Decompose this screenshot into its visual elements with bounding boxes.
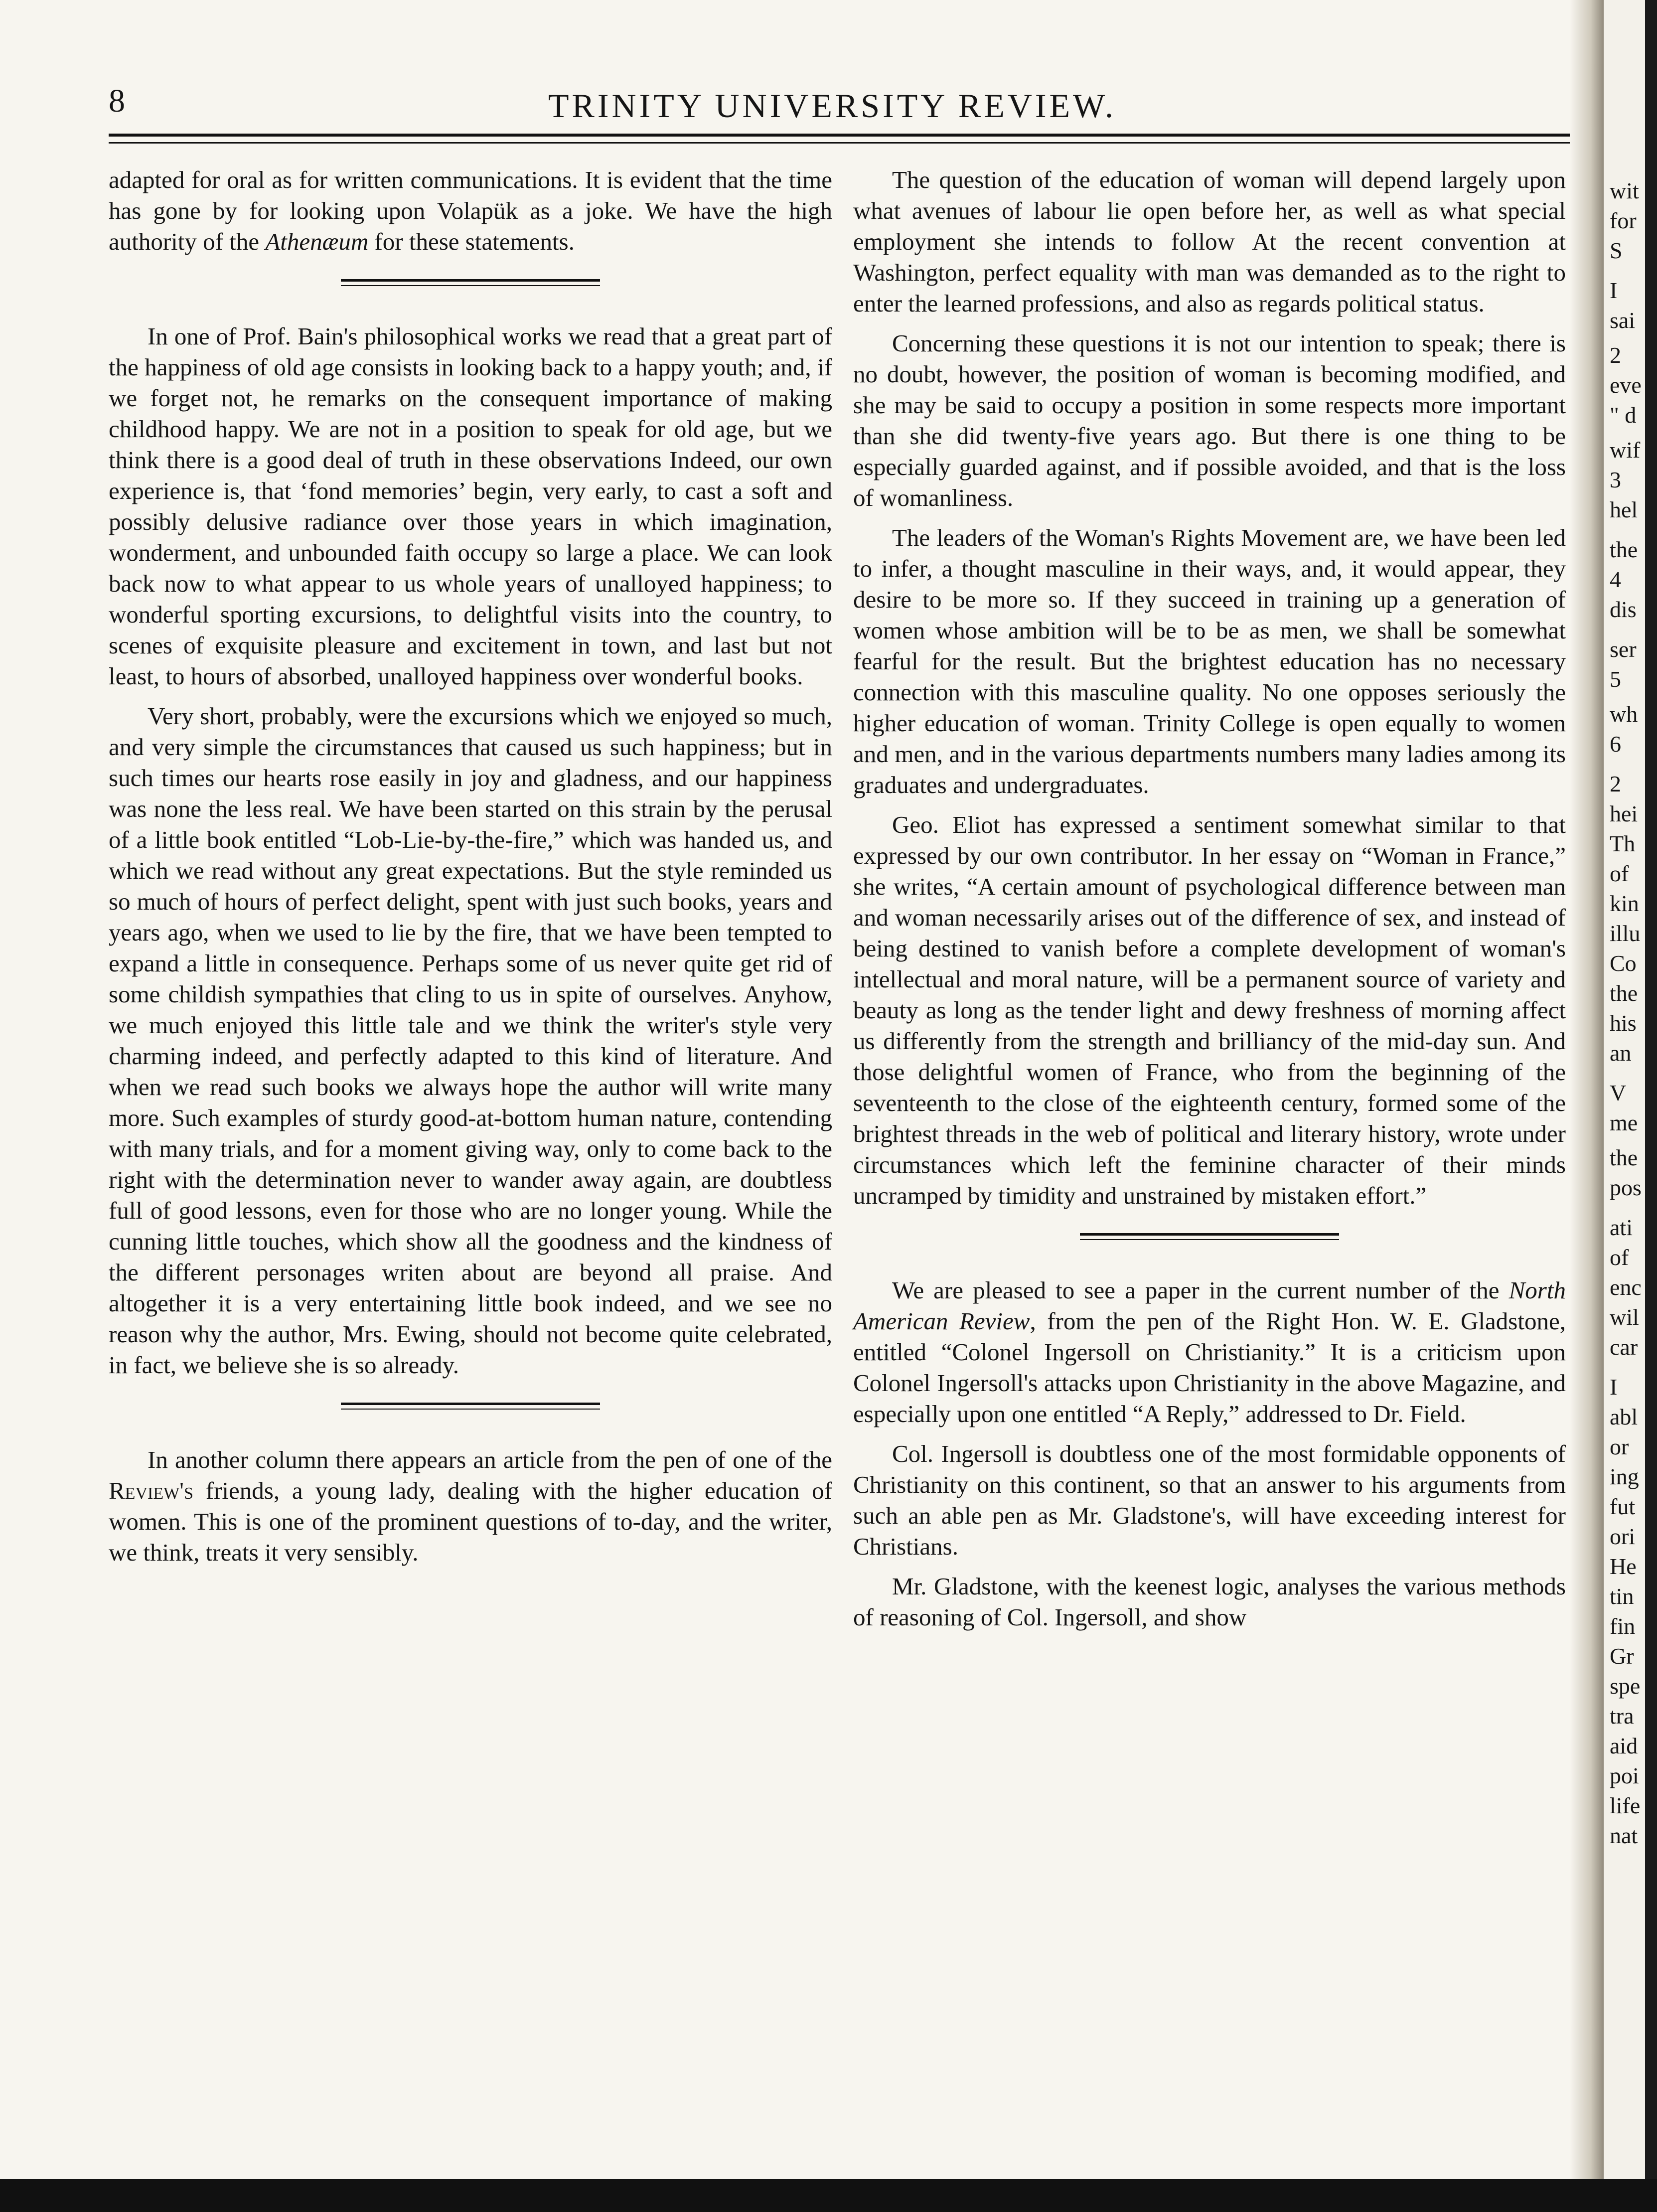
- adjacent-page-fragment: 3: [1610, 467, 1621, 492]
- another-column-text-end: friends, a young lady, dealing with the higher education of women. This is one of the prominent questions of to-day, and the writer, we think, treats it very sensibly.: [109, 1477, 832, 1566]
- adjacent-page-fragment: poi: [1610, 1763, 1639, 1788]
- athenaeum-italic: Athenæum: [265, 228, 369, 255]
- paragraph-bain: In one of Prof. Bain's philosophical works we read that a great part of the happiness of old age consists in looking back to a happy youth; and, if we forget not, he remarks on the consequent importance of making childhood happy. We are not in a position to speak for old age, but we think there is a good deal of truth in these observations Indeed, our own experience is, that ‘fond memories’ begin, very early, to cast a soft and possibly delusive radiance over those years in which imagination, wonderment, and unbounded faith occupy so large a place. We can look back now to what appear to us whole years of unalloyed happiness; to wonderful sporting excursions, to delightful visits into the country, to scenes of exquisite pleasure and excitement in town, and last but not least, to hours of absorbed, unalloyed happiness over wonderful books.: [109, 322, 832, 690]
- north-american-review-italic: North American Review: [853, 1276, 1566, 1335]
- adjacent-page-dark-edge: [1645, 0, 1657, 2212]
- adjacent-page-fragment: me: [1610, 1110, 1638, 1135]
- adjacent-page-fragment: 5: [1610, 666, 1621, 692]
- paragraph-ingersoll: Col. Ingersoll is doubtless one of the most formidable opponents of Christianity on this continent, so that an answer to his arguments from such an able pen as Mr. Gladstone's, will have exceeding interest for Christians.: [853, 1440, 1566, 1560]
- adjacent-page-fragment: of: [1610, 1245, 1629, 1270]
- header-rule-thin: [109, 142, 1571, 144]
- adjacent-page-fragment: the: [1610, 537, 1638, 562]
- adjacent-page-fragment: enc: [1610, 1274, 1642, 1300]
- adjacent-page-fragment: Co: [1610, 950, 1637, 976]
- adjacent-page-fragment: 4: [1610, 567, 1621, 592]
- adjacent-page-fragment: the: [1610, 980, 1638, 1006]
- adjacent-page-fragment: hel: [1610, 497, 1638, 522]
- adjacent-page-fragment: car: [1610, 1334, 1638, 1360]
- paragraph-lob-lie-by-the-fire: Very short, probably, were the excursions which we enjoyed so much, and very simple the circumstances that caused us such happiness; but in such times our hearts rose easily in joy and gladness, and our happiness was none the less real. We have been started on this strain by the perusal of a little book entitled “Lob-Lie-by-the-fire,” which was handed us, and which we read without any great expectations. But the style reminded us so much of hours of perfect delight, spent with just such books, years and years ago, when we used to lie by the fire, that we have been tempted to expand a little in consequence. Perhaps some of us never quite get rid of some childish sympathies that cling to us in spite of ourselves. Anyhow, we much enjoyed this little tale and we think the writer's style very charming indeed, and perfectly adapted to this kind of literature. And when we read such books we always hope the author will write many more. Such examples of sturdy good-at-bottom human nature, contending with many trials, and for a moment giving way, only to come back to the right with the determination never to wander away again, are doubtless full of good lessons, even for those who are no longer young. While the cunning little touches, which show all the goodness and the kindness of the different personages writen about are beyond all praise. And altogether it is a very entertaining little book indeed, and we see no reason why the author, Mrs. Ewing, should not become quite celebrated, in fact, we believe she is so already.: [109, 702, 832, 1379]
- another-column-text: In another column there appears an article from the pen of one of the: [148, 1446, 832, 1473]
- paragraph-volapuk: [109, 164, 832, 257]
- adjacent-page-fragment: illu: [1610, 921, 1641, 946]
- adjacent-page-fragment: an: [1610, 1040, 1632, 1066]
- adjacent-page-fragment: kin: [1610, 891, 1639, 916]
- adjacent-page-fragment: S: [1610, 238, 1623, 263]
- paragraph-womans-rights: The leaders of the Woman's Rights Movement are, we have been led to infer, a thought masculine in their ways, and, it would appear, they desire to be more so. If they succeed in training up a generation of women whose ambition will be to be as men, we shall be somewhat fearful for the result. But the brightest education has no necessary connection with this masculine quality. No one opposes seriously the higher education of woman. Trinity College is open equally to women and men, and in the various departments numbers many ladies among its graduates and undergraduates.: [853, 524, 1566, 798]
- page-gutter-shadow: [1570, 0, 1605, 2212]
- scan-bottom-border: [0, 2179, 1657, 2212]
- adjacent-page-fragment: wil: [1610, 1304, 1639, 1330]
- section-divider: [1080, 1233, 1339, 1240]
- right-column: [853, 164, 1566, 1633]
- gladstone-text: We are pleased to see a paper in the current number of the: [892, 1276, 1509, 1304]
- adjacent-page-fragment: tin: [1610, 1583, 1634, 1609]
- adjacent-page-fragment: ser: [1610, 636, 1637, 662]
- paragraph-education-of-woman: The question of the education of woman will depend largely upon what avenues of labour lie open before her, as well as what special employment she intends to follow At the recent convention at Washington, perfect equality with man was demanded as to the right to enter the learned professions, and also as regards political status.: [853, 166, 1566, 317]
- adjacent-page-fragment: pos: [1610, 1175, 1642, 1200]
- adjacent-page-fragment: ori: [1610, 1524, 1636, 1549]
- adjacent-page-fragment: life: [1610, 1793, 1641, 1818]
- paragraph-another-column: [109, 1444, 832, 1568]
- paragraph-gladstone: [853, 1275, 1566, 1429]
- adjacent-page-fragment: or: [1610, 1434, 1629, 1459]
- review-smallcaps: Review's: [109, 1477, 193, 1504]
- adjacent-page-fragment: aid: [1610, 1733, 1638, 1758]
- adjacent-page-fragment: fin: [1610, 1613, 1636, 1639]
- adjacent-page-fragment: of: [1610, 861, 1629, 886]
- adjacent-page-fragment: " d: [1610, 402, 1637, 428]
- adjacent-page-fragment: fut: [1610, 1494, 1636, 1519]
- adjacent-page-fragment: He: [1610, 1554, 1637, 1579]
- adjacent-page-fragment: I: [1610, 1374, 1618, 1400]
- left-column: [109, 164, 832, 1568]
- paragraph-gladstone-logic: Mr. Gladstone, with the keenest logic, analyses the various methods of reasoning of Col. Ingersoll, and show: [853, 1573, 1566, 1631]
- adjacent-page-fragment: spe: [1610, 1673, 1641, 1699]
- adjacent-page-edge: [1604, 0, 1657, 2212]
- adjacent-page-fragment: wh: [1610, 701, 1638, 727]
- section-divider: [341, 279, 600, 286]
- adjacent-page-fragment: wif: [1610, 437, 1641, 463]
- adjacent-page-fragment: dis: [1610, 597, 1637, 622]
- header-rule-thick: [109, 134, 1571, 137]
- volapuk-text-end: for these statements.: [368, 228, 575, 255]
- adjacent-page-fragment: nat: [1610, 1823, 1638, 1848]
- adjacent-page-fragment: for: [1610, 208, 1637, 233]
- adjacent-page-fragment: tra: [1610, 1703, 1634, 1729]
- adjacent-page-fragment: ati: [1610, 1215, 1633, 1240]
- adjacent-page-fragment: abl: [1610, 1404, 1638, 1429]
- adjacent-page-fragment: Th: [1610, 831, 1636, 856]
- adjacent-page-fragment: V: [1610, 1080, 1627, 1106]
- adjacent-page-fragment: hei: [1610, 801, 1638, 826]
- adjacent-page-fragment: 2: [1610, 771, 1621, 796]
- adjacent-page-fragment: the: [1610, 1145, 1638, 1170]
- page-number: 8: [109, 83, 125, 119]
- adjacent-page-fragment: I: [1610, 278, 1618, 303]
- adjacent-page-fragment: eve: [1610, 372, 1642, 398]
- volapuk-text: adapted for oral as for written communications. It is evident that the time has gone by for looking upon Volapük as a joke. We have the high authority of the: [109, 166, 832, 255]
- adjacent-page-fragment: ing: [1610, 1464, 1639, 1489]
- adjacent-page-fragment: his: [1610, 1010, 1637, 1036]
- paragraph-concerning-questions: Concerning these questions it is not our intention to speak; there is no doubt, however, the position of woman is becoming modified, and she may be said to occupy a position in some respects more important than she did twenty-five years ago. But there is one thing to be especially guarded against, and if possible avoided, and that is the loss of womanliness.: [853, 329, 1566, 511]
- adjacent-page-fragment: Gr: [1610, 1643, 1634, 1669]
- gladstone-text-end: , from the pen of the Right Hon. W. E. Gladstone, entitled “Colonel Ingersoll on Christianity.” It is a criticism upon Colonel Ingersoll's attacks upon Christianity in the above Magazine, and especially upon one entitled “A Reply,” addressed to Dr. Field.: [853, 1307, 1566, 1427]
- adjacent-page-fragment: wit: [1610, 178, 1639, 203]
- running-title: TRINITY UNIVERSITY REVIEW.: [548, 87, 1116, 125]
- adjacent-page-fragment: 2: [1610, 342, 1621, 368]
- section-divider: [341, 1403, 600, 1410]
- adjacent-page-fragment: sai: [1610, 308, 1636, 333]
- adjacent-page-fragment: 6: [1610, 731, 1621, 757]
- paragraph-geo-eliot: Geo. Eliot has expressed a sentiment somewhat similar to that expressed by our own contributor. In her essay on “Woman in France,” she writes, “A certain amount of psychological difference between man and woman necessarily arises out of the difference of sex, and instead of being destined to vanish before a complete development of woman's intellectual and moral nature, will be a permanent source of variety and beauty as long as the tender light and dewy freshness of morning affect us differently from the strength and brilliancy of the mid-day sun. And those delightful women of France, who from the beginning of the seventeenth to the close of the eighteenth century, formed some of the brightest threads in the web of political and literary history, wrote under circumstances which left the feminine character of their minds uncramped by timidity and unstrained by mistaken effort.”: [853, 811, 1566, 1209]
